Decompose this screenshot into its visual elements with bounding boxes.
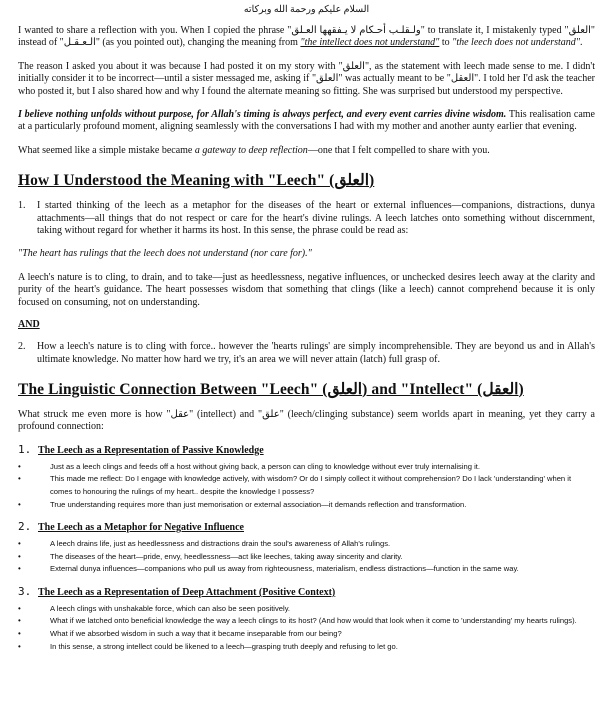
greeting: السلام عليكم ورحمة الله وبركاته — [243, 5, 370, 15]
intro-paragraph-2 — [18, 61, 595, 98]
bullet-item — [18, 473, 595, 498]
arabic-word: العلق — [568, 25, 591, 36]
bullet-item — [18, 641, 595, 654]
subsection-deep-attachment — [18, 585, 595, 653]
bullet-list — [18, 538, 595, 576]
subsection-negative-influence — [18, 520, 595, 576]
bullet-icon: • — [18, 499, 21, 509]
text: to — [439, 37, 453, 49]
subsection-heading — [18, 585, 595, 598]
bullet-item — [18, 461, 595, 474]
bullet-item — [18, 628, 595, 641]
text: " instead of " — [18, 25, 595, 49]
subsection-number: 2. — [18, 520, 32, 534]
bullet-text: In this sense, a strong intellect could be likened to a leech—grasping truth deeply and refusing to let go. — [50, 641, 398, 651]
text: ", as the statement with leech made sense to me. I didn't initially consider it to be incorrect—until a sister messaged me, asking if " — [18, 60, 595, 85]
bullet-item — [18, 538, 595, 551]
leech-nature-paragraph: A leech's nature is to cling, to drain, and to take—just as heedlessness, negative influences, or unchecked desires leech away at the clarity and purity of the heart's guidance. The heart possesses wisdom that something that clings (like a leech) cannot comprehend because it is only focused on consuming, not on understanding. — [18, 271, 595, 308]
subsection-title: The Leech as a Metaphor for Negative Influence — [38, 522, 244, 534]
bullet-icon: • — [18, 551, 21, 561]
text: —one that I felt compelled to share with you. — [307, 144, 490, 156]
subsection-heading — [18, 520, 595, 533]
text: " (as you pointed out), changing the meaning from — [95, 37, 301, 49]
list-item — [18, 341, 595, 366]
bullet-list — [18, 603, 595, 653]
intro-paragraph-1 — [18, 25, 595, 50]
emphasis-statement: I believe nothing unfolds without purpose, for Allah's timing is always perfect, and every event carries divine wisdom. — [18, 109, 507, 121]
meaning-leech: "the leech does not understand" — [452, 37, 580, 49]
bullet-text: True understanding requires more than just memorisation or external association—it demands reflection and transformation. — [50, 499, 467, 509]
list-text: How a leech's nature is to cling with force.. however the 'hearts rulings' are simply incomprehensible. They are beyond us and in Allah's ultimate knowledge. No matter how hard we try, it's an area we will never attain (latch) full grasp of. — [37, 341, 595, 365]
bullet-item — [18, 615, 595, 628]
text: I wanted to share a reflection with you. When I copied the phrase " — [18, 25, 292, 36]
bullet-text: The diseases of the heart—pride, envy, heedlessness—act like leeches, taking away sincerity and clarity. — [50, 551, 403, 561]
arabic-word: العقل — [450, 73, 475, 85]
list-number: 2. — [18, 341, 26, 353]
subsection-number: 1. — [18, 442, 32, 456]
quote-text: "The heart has rulings that the leech does not understand (nor care for)." — [18, 248, 312, 260]
text: " was actually meant to be " — [338, 73, 451, 85]
bullet-icon: • — [18, 603, 21, 613]
arabic-word: العلق — [316, 73, 339, 85]
subsection-title: The Leech as a Representation of Passive Knowledge — [38, 444, 264, 456]
intro-paragraph-3 — [18, 109, 595, 134]
subsection-passive-knowledge — [18, 443, 595, 511]
bullet-icon: • — [18, 539, 21, 549]
italic-phrase: a gateway to deep reflection — [194, 144, 308, 156]
arabic-word: العلق — [342, 60, 365, 72]
text: " to translate it, I mistakenly typed " — [420, 25, 569, 36]
section-heading-leech-meaning: How I Understood the Meaning with "Leech" (العلق) — [18, 172, 375, 190]
and-divider: AND — [18, 319, 40, 331]
bullet-text: What if we absorbed wisdom in such a way that it became inseparable from our being? — [50, 629, 342, 639]
bullet-icon: • — [18, 461, 21, 471]
bullet-item — [18, 603, 595, 616]
bullet-icon: • — [18, 641, 21, 651]
section-heading-linguistic-connection: The Linguistic Connection Between "Leech" (العلق) and "Intellect" (العقل) — [18, 380, 524, 398]
quote — [18, 248, 595, 260]
subsection-heading — [18, 443, 595, 456]
intro-paragraph-4 — [18, 145, 595, 157]
bullet-text: A leech drains life, just as heedlessness and distractions drain the soul's awareness of Allah's rulings. — [50, 539, 391, 549]
bullet-list — [18, 461, 595, 511]
subsection-title: The Leech as a Representation of Deep Attachment (Positive Context) — [38, 586, 336, 598]
text: . — [579, 37, 583, 49]
text: The reason I asked you about it was because I had posted it on my story with " — [18, 60, 343, 72]
text: ". I told her I'd ask the teacher who posted it, but I also shared how and why I found the alternate meaning so fitting. She was surprised but understood my perspective. — [18, 73, 595, 97]
list-item — [18, 200, 595, 237]
arabic-phrase: ولـقلـب أحـكام لا يـفقهها العـلق — [291, 25, 421, 36]
list-number: 1. — [18, 200, 26, 212]
bullet-text: This made me reflect: Do I engage with knowledge actively, with wisdom? Or do I simply collect it without comprehension? Do I lack 'understanding' when it comes to honouring the rulings of my heart.. despite the knowledge I possess? — [50, 474, 572, 496]
linguistic-intro: What struck me even more is how "عقل" (intellect) and "علق" (leech/clinging substance) seem worlds apart in meaning, yet they carry a profound connection: — [18, 408, 595, 433]
list-text: I started thinking of the leech as a metaphor for the diseases of the heart or external influences—companions, distractions, dunya attachments—all things that do not respect or care for the heart's divine rulings. A leech latches onto something without discernment, taking without regard for whether it harms its host. In this sense, the phrase could be read as: — [37, 200, 595, 237]
bullet-item — [18, 551, 595, 564]
bullet-icon: • — [18, 616, 21, 626]
bullet-text: A leech clings with unshakable force, which can also be seen positively. — [50, 603, 291, 613]
bullet-icon: • — [18, 629, 21, 639]
bullet-text: Just as a leech clings and feeds off a host without giving back, a person can cling to knowledge without ever truly internalising it. — [50, 461, 480, 471]
bullet-icon: • — [18, 564, 21, 574]
bullet-text: External dunya influences—companions who pull us away from righteousness, materialism, endless distractions—function in the same way. — [50, 564, 519, 574]
subsection-number: 3. — [18, 584, 32, 598]
text: This realisation came at a particularly profound moment, aligning seamlessly with the conversations I had with my mother and another aunty earlier that evening. — [18, 109, 595, 133]
text: What seemed like a simple mistake became — [18, 144, 195, 156]
meaning-intellect: "the intellect does not understand" — [300, 37, 440, 49]
bullet-item — [18, 499, 595, 512]
arabic-word: الـعـقـل — [63, 37, 96, 49]
bullet-icon: • — [18, 474, 21, 484]
bullet-text: What if we latched onto beneficial knowledge the way a leech clings to its host? (And how would that look when it come to 'understanding' my hearts rulings). — [50, 616, 577, 626]
bullet-item — [18, 563, 595, 576]
